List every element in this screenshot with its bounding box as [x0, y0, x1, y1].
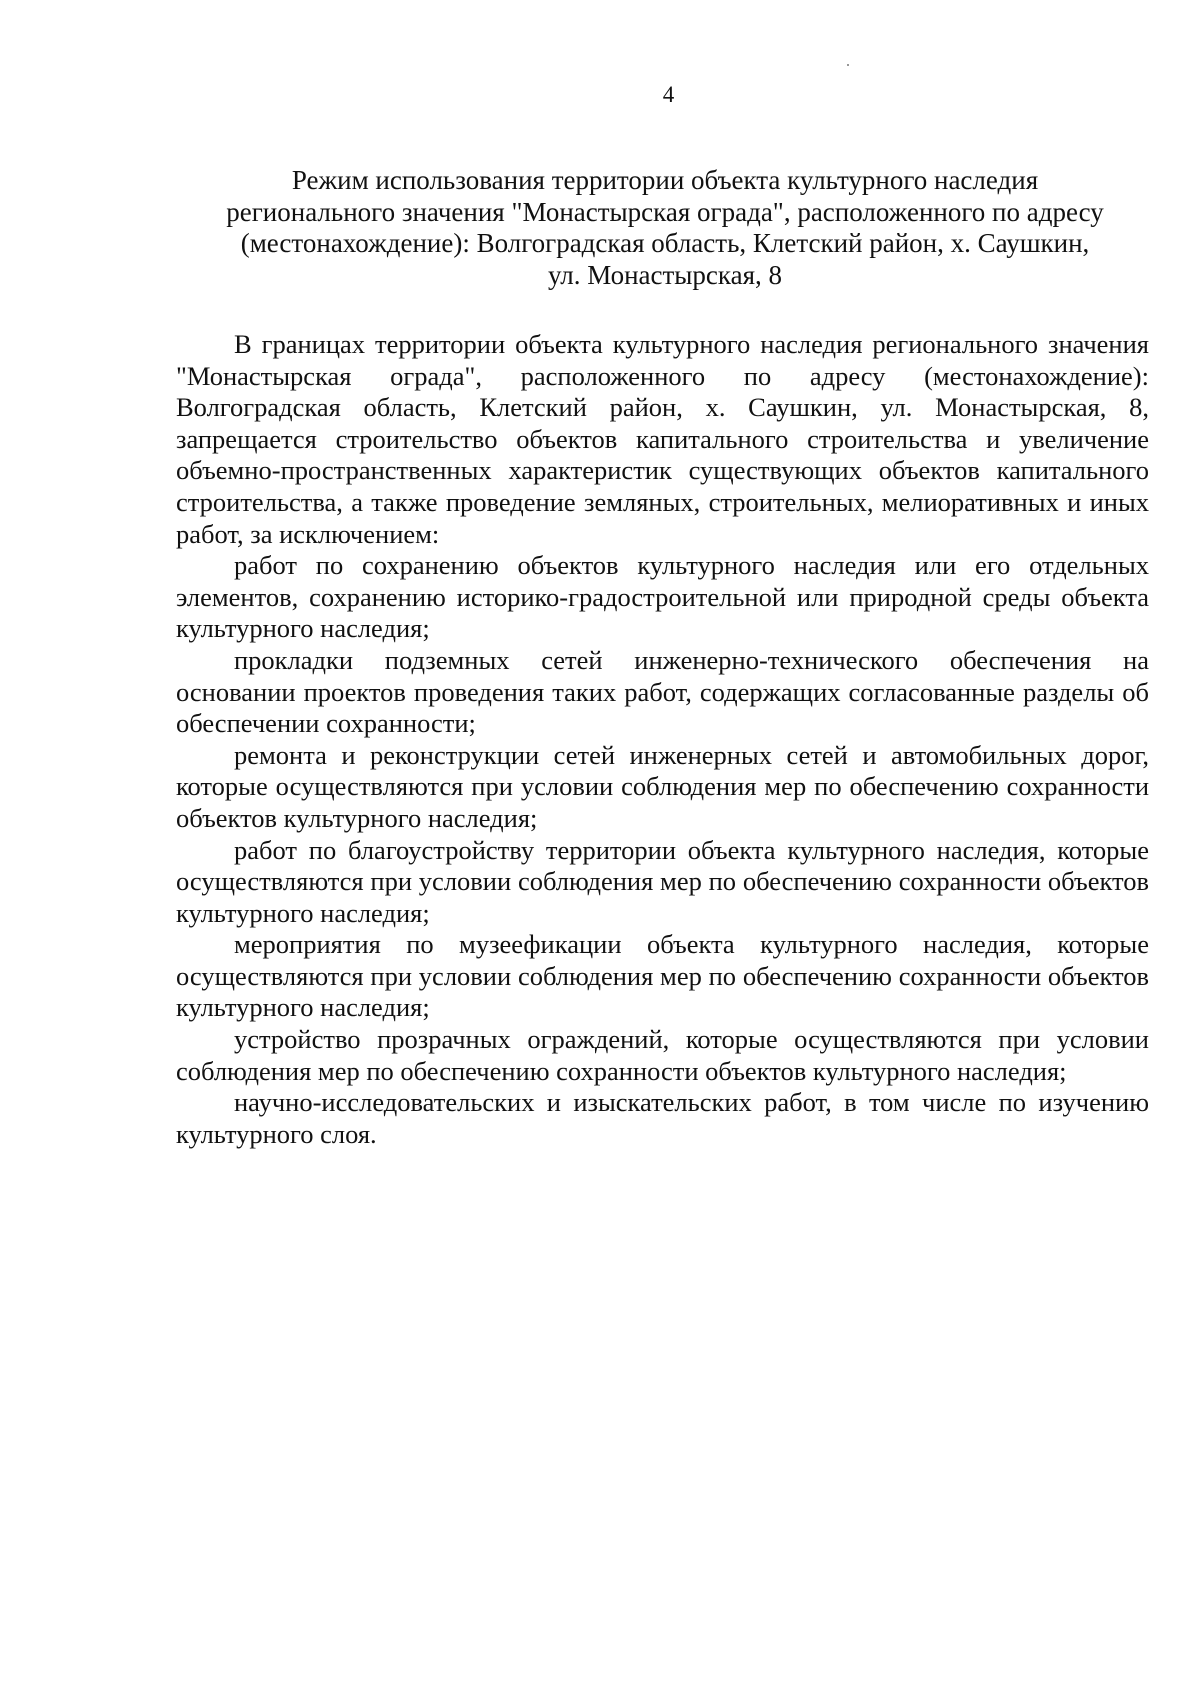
title-line: Режим использования территории объекта культурного наследия [291, 165, 1039, 195]
exception-paragraph: мероприятия по музеефикации объекта культурного наследия, которые осуществляются при условии соблюдения мер по обеспечению сохранности объектов культурного наследия; [176, 929, 1149, 1023]
page-number: 4 [662, 82, 675, 107]
exception-paragraph: устройство прозрачных ограждений, которые осуществляются при условии соблюдения мер по обеспечению сохранности объектов культурного наследия; [176, 1024, 1149, 1086]
exception-paragraph: научно-исследовательских и изыскательских работ, в том числе по изучению культурного слоя. [176, 1087, 1149, 1149]
scan-speck [847, 64, 849, 66]
document-body [176, 329, 1149, 1150]
exception-paragraph: ремонта и реконструкции сетей инженерных сетей и автомобильных дорог, которые осуществляются при условии соблюдения мер по обеспечению сохранности объектов культурного наследия; [176, 739, 1149, 833]
title-line: (местонахождение): Волгоградская область, Клетский район, х. Саушкин, [240, 228, 1090, 258]
exception-paragraph: работ по сохранению объектов культурного наследия или его отдельных элементов, сохранению историко-градостроительной или природной среды объекта культурного наследия; [176, 550, 1149, 644]
exception-paragraph: прокладки подземных сетей инженерно-технического обеспечения на основании проектов проведения таких работ, содержащих согласованные разделы об обеспечении сохранности; [176, 644, 1149, 739]
exception-paragraph: работ по благоустройству территории объекта культурного наследия, которые осуществляются при условии соблюдения мер по обеспечению сохранности объектов культурного наследия; [176, 834, 1149, 928]
title-line: ул. Монастырская, 8 [547, 259, 783, 290]
intro-paragraph: В границах территории объекта культурного наследия регионального значения "Монастырская ограда", расположенного по адресу (местонахождение): Волгоградская область, Клетский район, х. Саушкин, ул. Монастырская, 8, запрещается строительство объектов капитального строительства и увеличение объемно-пространственных характеристик существующих объектов капитального строительства, а также проведение земляных, строительных, мелиоративных и иных работ, за исключением: [176, 329, 1149, 549]
document-title [160, 165, 1170, 291]
title-line: регионального значения "Монастырская ограда", расположенного по адресу [226, 196, 1104, 227]
